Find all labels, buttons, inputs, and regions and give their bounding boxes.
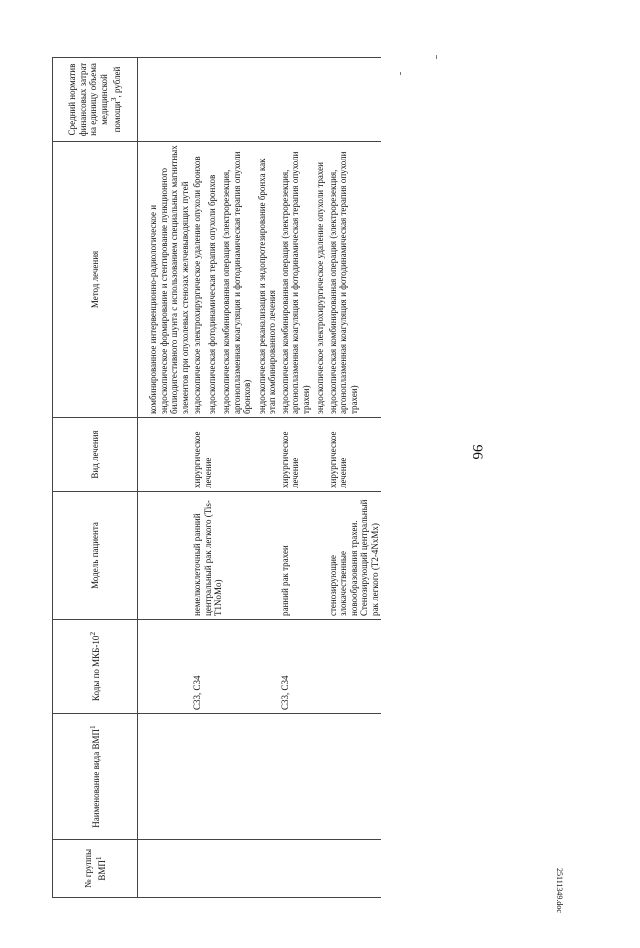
row-codes [327,620,382,714]
header-patient-model: Модель пациента [53,492,138,620]
scan-mark [400,72,401,75]
method-item: эндоскопическая комбинированная операция (электрорезекция, аргоноплазменная коагуляция и фотодинамическая терапия опухоли бронхов) [221,151,252,414]
table-row [279,58,327,898]
row-codes: C33, C34 [191,620,279,714]
footer-doc-name: 25111349.doc [555,868,564,913]
row-type: хирургическое лечение [191,418,279,492]
rotated-table-container [52,58,574,898]
table-row [191,58,279,898]
header-vmp-name: Наименование вида ВМП$^1$ [53,714,138,840]
row-model: ранний рак трахеи [279,492,327,620]
table-row-continuation [138,58,192,898]
header-treatment-method: Метод лечения [53,142,138,418]
scan-mark [436,55,437,59]
row-type: хирургическое лечение [279,418,327,492]
row-model: стенозирующие злокачественные новообразования трахеи. Стенозирующий центральный рак легкого (T2-4NxMx) [327,492,382,620]
method-item: эндоскопическая фотодинамическая терапия опухоли бронхов [206,174,217,414]
method-item: эндоскопическое электрохирургическое удаление опухоли трахеи [315,162,325,414]
row-type: хирургическое лечение [327,418,382,492]
row-methods [327,142,382,418]
table-row [327,58,382,898]
header-mkb-codes: Коды по МКБ-$10^2$ [53,620,138,714]
continuation-method: комбинированное интервенционно-радиологическое и эндоскопическое формирование и стентирование пункционного билиодигестивного шунта с использованием специальных магнитных элементов при опухолевых стенозах желчевыводящих путей [138,142,192,418]
method-item: эндоскопическое электрохирургическое удаление опухоли бронхов [192,156,202,414]
row-methods [279,142,327,418]
vmp-table [52,57,381,898]
header-treatment-type: Вид лечения [53,418,138,492]
header-avg-cost: Средний норматив финансовых затрат на единицу объема медицинской помощи$^3$, рублей [53,58,138,142]
row-codes: C33, C34 [279,620,327,714]
header-group-no: № группы ВМП$^1$ [53,840,138,898]
row-methods [191,142,279,418]
method-item: эндоскопическая комбинированная операция (электрорезекция, аргоноплазменная коагуляция и фотодинамическая терапия опухоли трахеи) [279,151,311,414]
row-model: немелкоклеточный ранний центральный рак легкого (Tis-T1NoMo) [191,492,279,620]
method-item: эндоскопическая реканализация и эндопротезирование бронха как этап комбинированного лечения [256,158,277,414]
method-item: эндоскопическая комбинированная операция (электрорезекция, аргоноплазменная коагуляция и фотодинамическая терапия опухоли трахеи) [327,151,359,414]
page-number: 96 [469,444,485,460]
table-header-row [53,58,138,898]
